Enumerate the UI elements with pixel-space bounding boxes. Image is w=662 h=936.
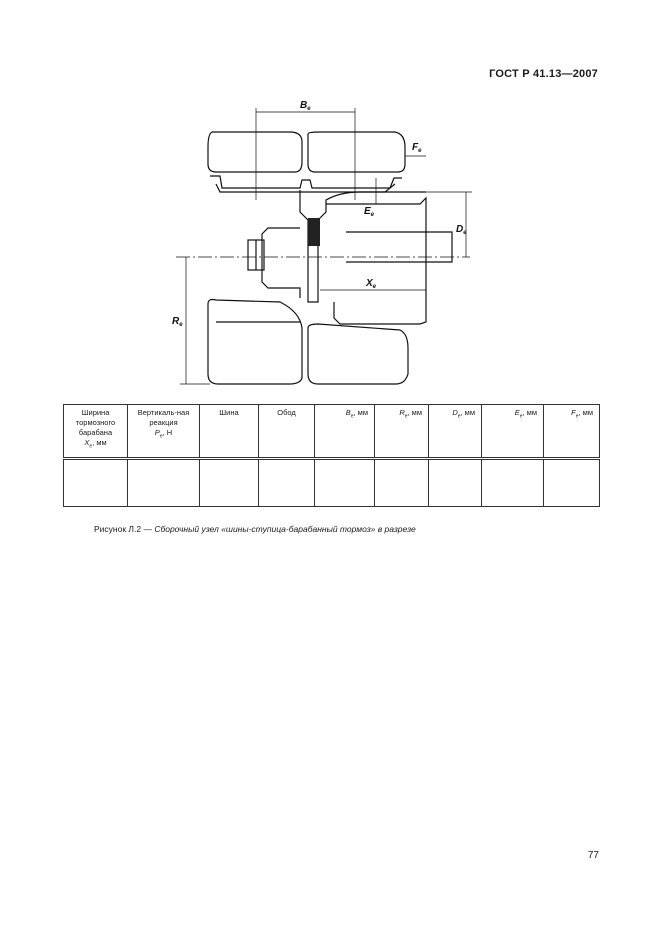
label-d: $D_e$ <box>456 224 467 236</box>
col-header-d: $D_e$, мм <box>429 405 482 459</box>
axle-shaft <box>346 232 452 262</box>
brake-drum <box>326 198 426 324</box>
table-row <box>64 459 600 507</box>
label-e: $E_e$ <box>364 206 375 218</box>
document-id: ГОСТ Р 41.13—2007 <box>489 68 598 80</box>
hub-flange <box>308 218 320 246</box>
col-header-vertical-reaction: Вертикаль-ная реакция $P_e$, Н <box>128 405 200 459</box>
col-header-rim: Обод <box>259 405 315 459</box>
lower-tyre-left <box>208 300 302 385</box>
label-b: $B_e$ <box>300 100 311 112</box>
col-header-f: $F_e$, мм <box>544 405 600 459</box>
col-header-b: $B_e$, мм <box>315 405 375 459</box>
col-header-e: $E_e$, мм <box>482 405 544 459</box>
assembly-drawing-svg <box>150 92 480 392</box>
parameters-table <box>63 404 600 507</box>
table-cell <box>482 459 544 507</box>
lower-tyre-right <box>308 324 408 384</box>
hub-body <box>262 228 300 298</box>
rim <box>210 176 402 188</box>
table-cell <box>128 459 200 507</box>
table-cell <box>429 459 482 507</box>
table-header-row <box>64 405 600 459</box>
assembly-section-drawing <box>150 92 480 392</box>
figure-caption <box>94 524 416 534</box>
col-header-r: $R_e$, мм <box>375 405 429 459</box>
table-cell <box>64 459 128 507</box>
page-number: 77 <box>587 850 599 861</box>
col-header-drum-width: Ширина тормозного барабана $X_e$, мм <box>64 405 128 459</box>
table-cell <box>544 459 600 507</box>
upper-tyre-right <box>308 132 405 172</box>
table-cell <box>375 459 429 507</box>
table-cell <box>315 459 375 507</box>
label-x: $X_e$ <box>366 278 377 290</box>
table-cell <box>259 459 315 507</box>
col-header-tyre: Шина <box>200 405 259 459</box>
label-r: $R_e$ <box>172 316 183 328</box>
caption-text: Сборочный узел «шины-ступица-барабанный тормоз» в разрезе <box>154 524 416 534</box>
label-f: $F_e$ <box>412 142 422 154</box>
caption-prefix: Рисунок Л.2 — <box>94 524 155 534</box>
upper-tyre-left <box>208 132 302 172</box>
table-cell <box>200 459 259 507</box>
